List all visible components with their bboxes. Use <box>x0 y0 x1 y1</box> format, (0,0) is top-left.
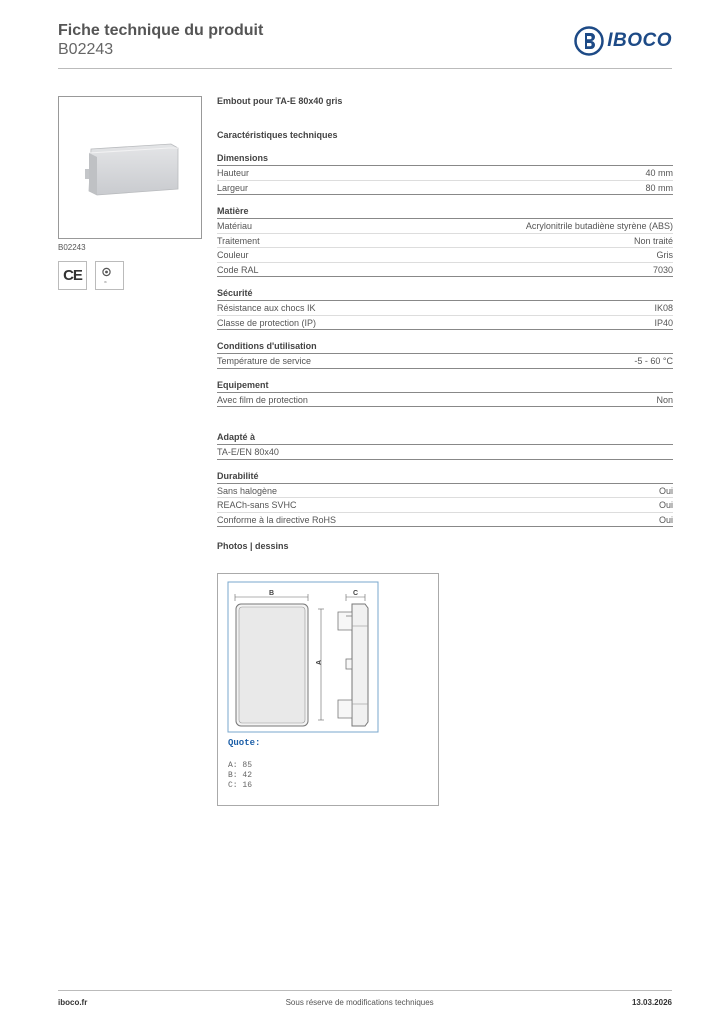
brand-logo <box>574 26 672 56</box>
drawing-figure <box>218 574 438 805</box>
spec-row: REACh-sans SVHC Oui <box>217 498 673 513</box>
quote-a: A: 85 <box>228 761 253 770</box>
section-material <box>217 206 673 277</box>
dimension-a-label: A <box>316 659 323 665</box>
ce-certification-icon: CE <box>58 261 87 290</box>
spec-row: Traitement Non traité <box>217 234 673 249</box>
document-reference: B02243 <box>58 41 114 58</box>
dimension-b-label: B <box>269 590 275 597</box>
spec-row: Conforme à la directive RoHS Oui <box>217 513 673 528</box>
section-durability <box>217 471 673 528</box>
section-equipment <box>217 380 673 408</box>
product-code-label: B02243 <box>58 243 86 252</box>
brand-logo-icon <box>574 26 604 56</box>
technical-drawing <box>217 573 439 806</box>
product-render <box>59 97 201 238</box>
spec-row: Matériau Acrylonitrile butadiène styrène (ABS) <box>217 219 673 234</box>
spec-row: Sans halogène Oui <box>217 484 673 499</box>
ik-certification-icon <box>95 261 124 290</box>
spec-row: Code RAL 7030 <box>217 263 673 278</box>
section-title: Matière <box>217 206 673 219</box>
page-header <box>58 22 672 70</box>
section-conditions <box>217 341 673 369</box>
section-adapted <box>217 432 673 460</box>
quote-c: C: 16 <box>228 781 253 790</box>
section-title: Equipement <box>217 380 673 393</box>
footer-notice: Sous réserve de modifications techniques <box>285 998 434 1007</box>
page-footer <box>58 998 672 1007</box>
document-title: Fiche technique du produit <box>58 22 264 39</box>
product-image <box>58 96 202 239</box>
section-title: Adapté à <box>217 432 673 445</box>
spec-row: Résistance aux chocs IK IK08 <box>217 301 673 316</box>
spec-row: Classe de protection (IP) IP40 <box>217 316 673 331</box>
specs-title: Caractéristiques techniques <box>217 130 338 140</box>
spec-content <box>217 96 673 551</box>
spec-row: Avec film de protection Non <box>217 393 673 408</box>
quote-b: B: 42 <box>228 771 253 780</box>
section-title: Dimensions <box>217 153 673 166</box>
brand-name: IBOCO <box>607 30 672 51</box>
spec-row: Couleur Gris <box>217 248 673 263</box>
section-title: Durabilité <box>217 471 673 484</box>
section-dimensions <box>217 153 673 195</box>
dimension-c-label: C <box>353 590 359 597</box>
spec-row: Largeur 80 mm <box>217 181 673 196</box>
photos-title: Photos | dessins <box>217 541 289 551</box>
quote-title: Quote: <box>228 738 261 748</box>
section-title: Sécurité <box>217 288 673 301</box>
footer-divider <box>58 990 672 991</box>
header-divider <box>58 68 672 69</box>
product-name: Embout pour TA-E 80x40 gris <box>217 96 343 106</box>
svg-text:IK: IK <box>104 280 107 284</box>
footer-date: 13.03.2026 <box>631 998 672 1007</box>
section-safety <box>217 288 673 330</box>
section-title: Conditions d'utilisation <box>217 341 673 354</box>
footer-site[interactable]: iboco.fr <box>58 998 88 1007</box>
spec-row: TA-E/EN 80x40 <box>217 445 673 460</box>
spec-row: Température de service -5 - 60 °C <box>217 354 673 369</box>
spec-row: Hauteur 40 mm <box>217 166 673 181</box>
